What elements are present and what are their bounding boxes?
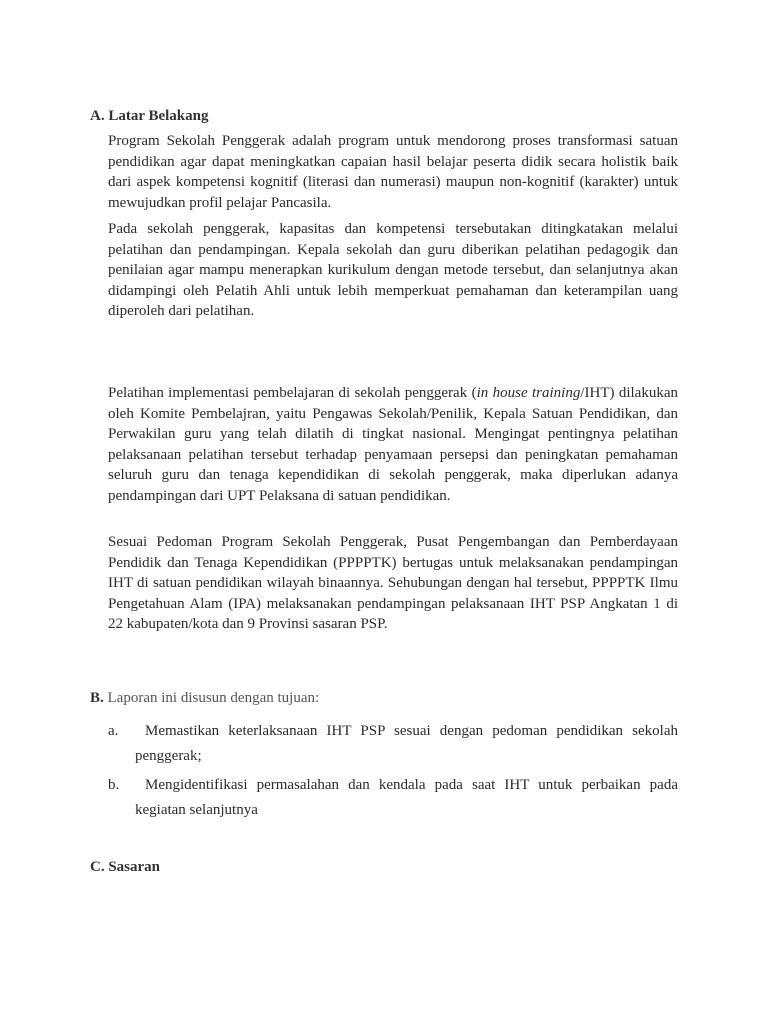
paragraph-a2: Pada sekolah penggerak, kapasitas dan kompetensi tersebutakan ditingkatakan melalui pelatihan dan pendampingan. Kepala sekolah dan guru diberikan pelatihan pedagogik dan penilaian agar mampu menerapkan kurikulum dengan metode tersebut, dan selanjutnya akan didampingi oleh Pelatih Ahli untuk lebih memperkuat pemahaman dan keterampilan uang diperoleh dari pelatihan.: [108, 221, 678, 320]
paragraph-a3: [108, 383, 678, 507]
section-b-title: Laporan ini disusun dengan tujuan:: [107, 690, 320, 706]
list-item-a-letter: a.: [108, 723, 119, 739]
section-b-heading: [90, 688, 319, 708]
paragraph-a1: Program Sekolah Penggerak adalah program untuk mendorong proses transformasi satuan pendidikan agar dapat meningkatkan capaian hasil belajar peserta didik secara holistik baik dari aspek kompetensi kognitif (literasi dan numerasi) maupun non-kognitif (karakter) untuk mewujudkan profil pelajar Pancasila.: [108, 133, 678, 211]
section-a-marker: A.: [90, 108, 105, 124]
list-item-b: [108, 773, 678, 822]
list-item-b-text: Mengidentifikasi permasalahan dan kendala pada saat IHT untuk perbaikan pada kegiatan selanjutnya: [135, 777, 678, 818]
list-item-a-text: Memastikan keterlaksanaan IHT PSP sesuai dengan pedoman pendidikan sekolah penggerak;: [135, 723, 678, 764]
paragraph-a4: Sesuai Pedoman Program Sekolah Penggerak, Pusat Pengembangan dan Pemberdayaan Pendidik dan Tenaga Kependidikan (PPPPTK) bertugas untuk melaksanakan pendampingan IHT di satuan pendidikan wilayah binaannya. Sehubungan dengan hal tersebut, PPPPTK Ilmu Pengetahuan Alam (IPA) melaksanakan pendampingan pelaksanaan IHT PSP Angkatan 1 di 22 kabupaten/kota dan 9 Provinsi sasaran PSP.: [108, 534, 678, 633]
section-c-heading: [90, 857, 160, 877]
paragraph-a3-before: Pelatihan implementasi pembelajaran di sekolah penggerak (: [108, 385, 477, 401]
section-a-title: Latar Belakang: [108, 108, 209, 124]
section-c-title: Sasaran: [108, 859, 161, 875]
section-c-marker: C.: [90, 859, 105, 875]
section-a-heading: [90, 106, 209, 126]
paragraph-a3-italic: in house training: [476, 385, 581, 401]
list-item-a: [108, 719, 678, 768]
section-b-marker: B.: [90, 690, 104, 706]
list-item-b-letter: b.: [108, 777, 120, 793]
paragraph-a3-after: /IHT) dilakukan oleh Komite Pembelajran, yaitu Pengawas Sekolah/Penilik, Kepala Satuan Pendidikan, dan Perwakilan guru yang telah dilatih di tingkat nasional. Mengingat pentingnya pelatihan pelaksanaan pelatihan tersebut terhadap penyamaan persepsi dan peningkatan pemahaman seluruh guru dan tenaga kependidikan di sekolah penggerak, maka diperlukan adanya pendampingan dari UPT Pelaksana di satuan pendidikan.: [108, 385, 678, 504]
